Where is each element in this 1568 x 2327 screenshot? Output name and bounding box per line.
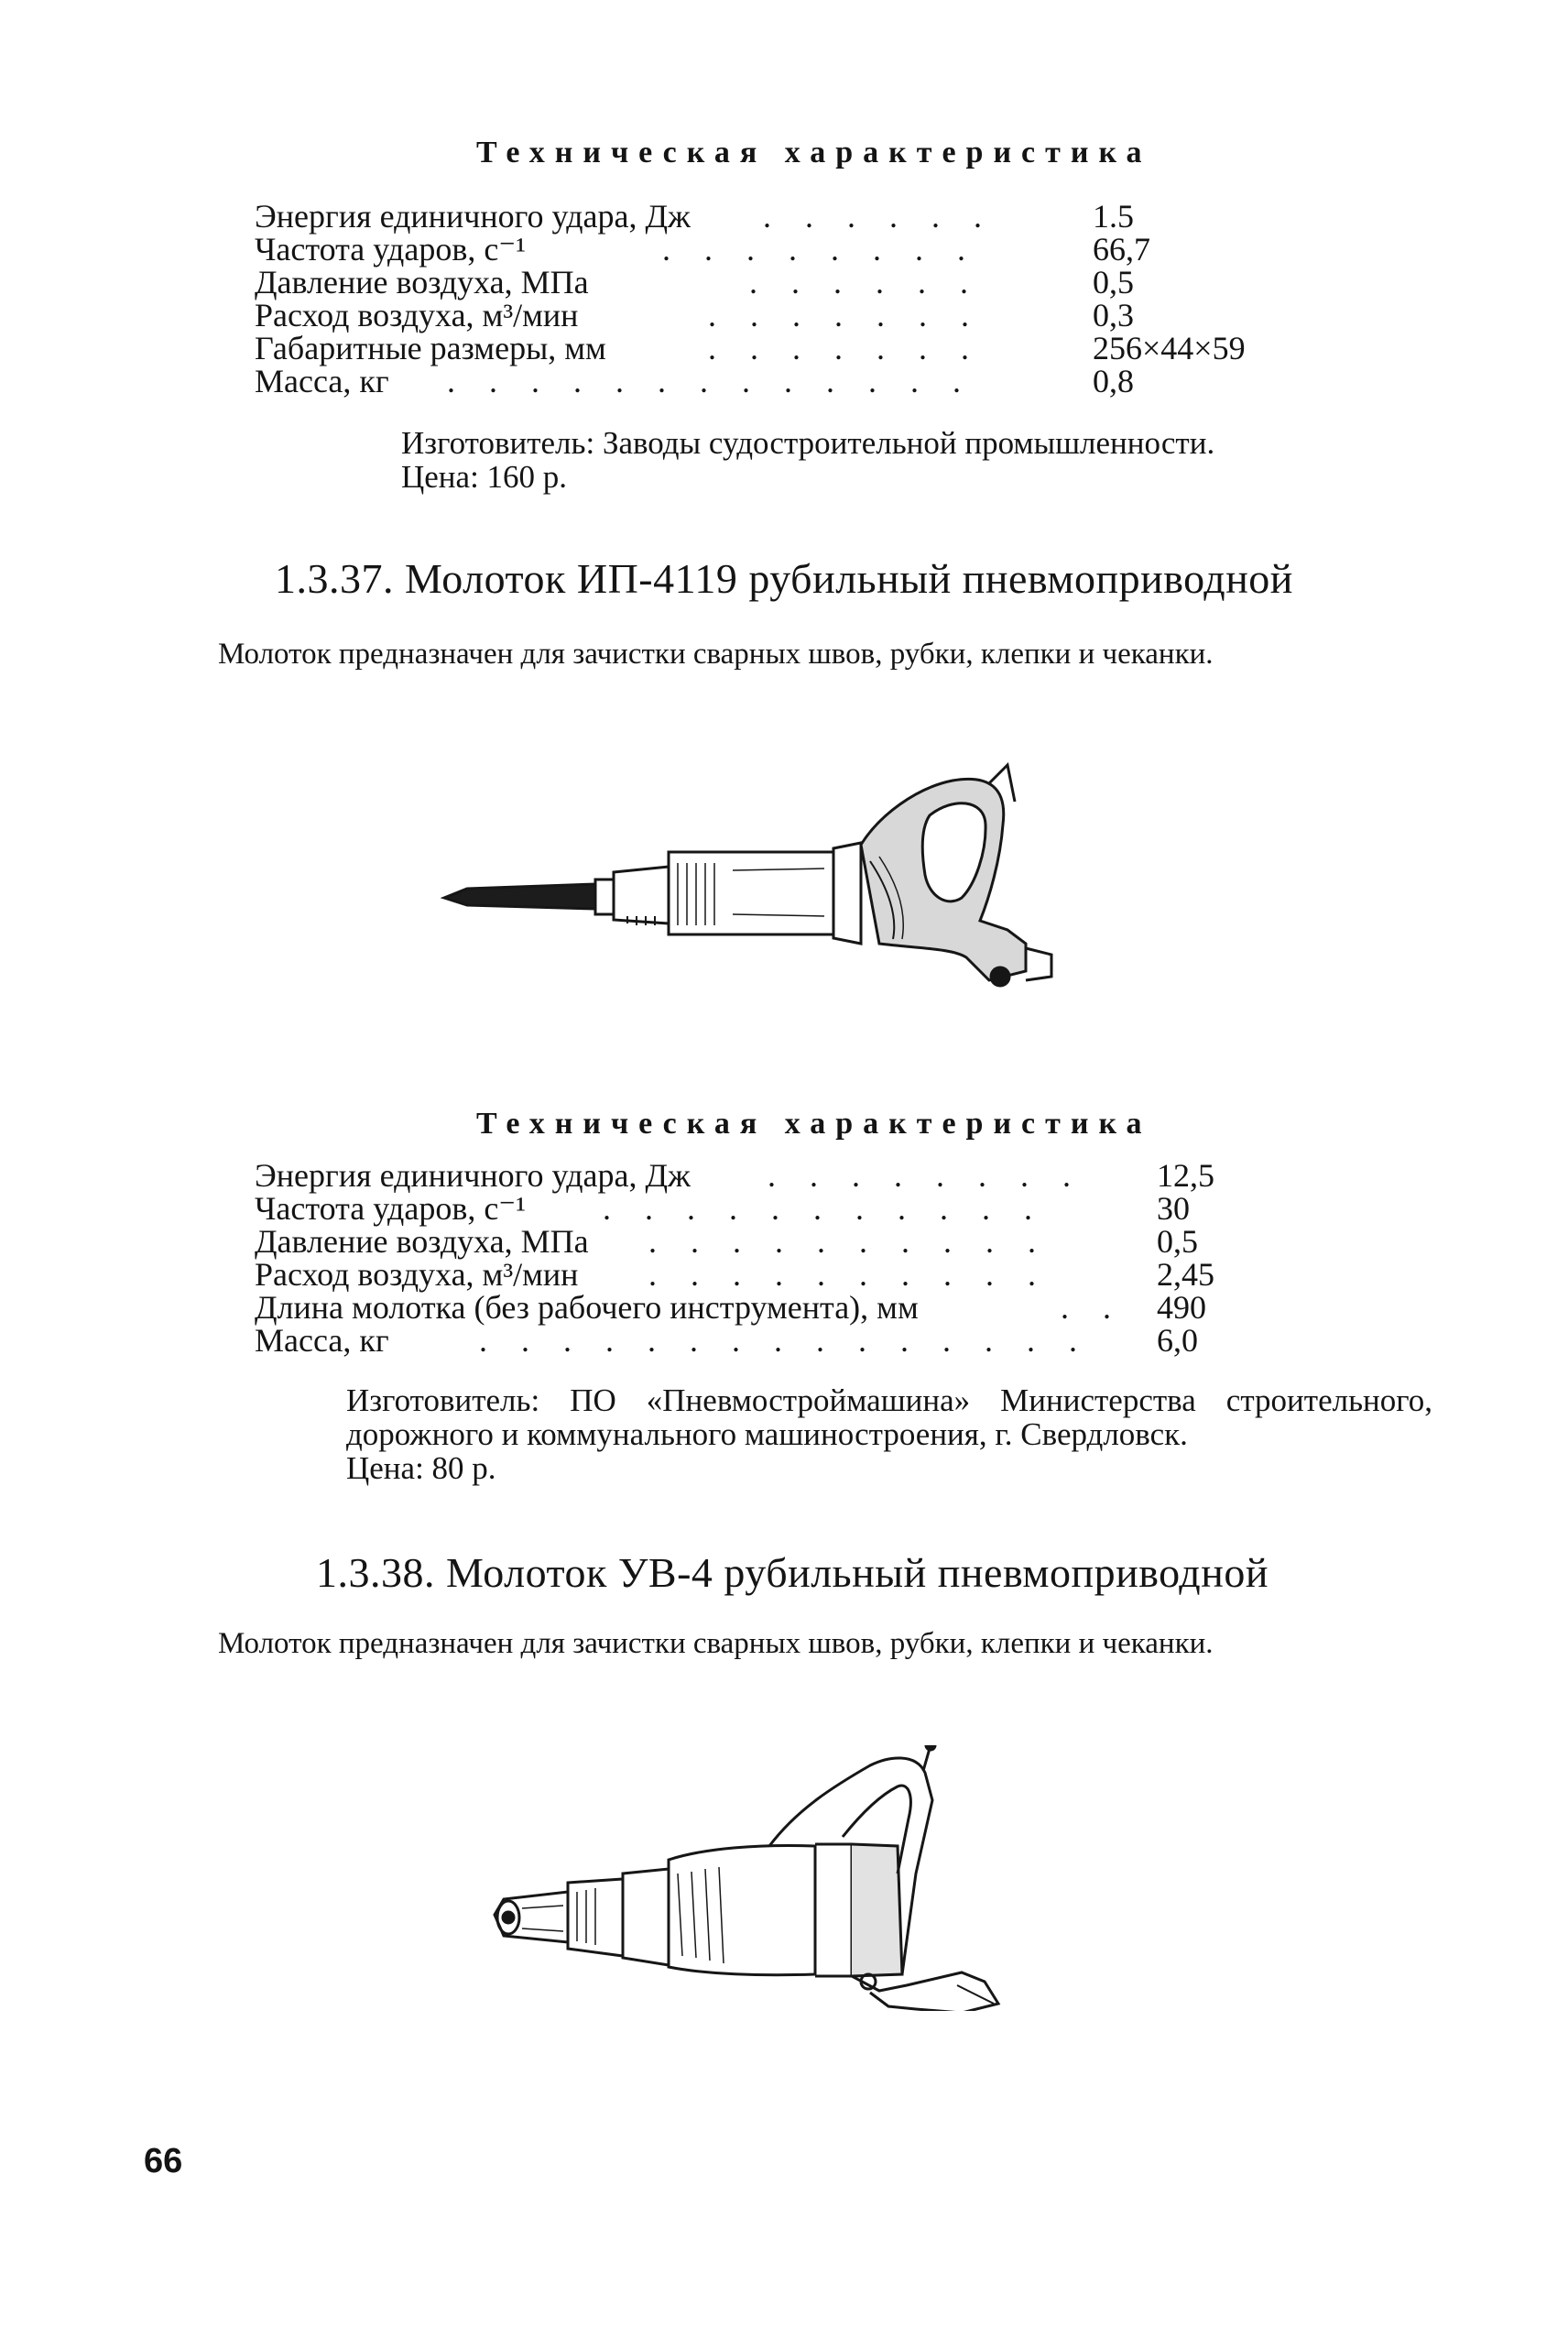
spec-value: 12,5 (1157, 1157, 1214, 1194)
spec-value: 2,45 (1157, 1256, 1214, 1293)
section-title-2: 1.3.38. Молоток УВ-4 рубильный пневмоприводной (316, 1549, 1269, 1596)
spec-label: Расход воздуха, м³/мин (255, 1256, 579, 1293)
leader-dots: . . . . . . . . . . (648, 1225, 1049, 1258)
spec-label: Длина молотка (без рабочего инструмента), мм (255, 1289, 919, 1326)
spec-label: Масса, кг (255, 1322, 389, 1359)
leader-dots: . . . . . . . . (662, 233, 978, 266)
spec-label: Давление воздуха, МПа (255, 264, 589, 300)
section-description-2: Молоток предназначен для зачистки сварных швов, рубки, клепки и чеканки. (218, 1627, 1214, 1660)
spec-value: 30 (1157, 1190, 1190, 1227)
spec-value: 6,0 (1157, 1322, 1198, 1359)
spec-label: Масса, кг (255, 363, 389, 399)
section-description-1: Молоток предназначен для зачистки сварных швов, рубки, клепки и чеканки. (218, 638, 1214, 671)
leader-dots: . . . . . . . (708, 299, 982, 332)
spec-value: 66,7 (1093, 231, 1150, 268)
spec-label: Габаритные размеры, мм (255, 330, 606, 366)
leader-dots: . . . . . . . . (768, 1159, 1083, 1192)
leader-dots: . . . . . . . (708, 332, 982, 365)
leader-dots: . . . . . . . . . . (648, 1258, 1049, 1291)
spec-label: Частота ударов, с⁻¹ (255, 1190, 527, 1227)
manufacturer-note-1: Изготовитель: Заводы судостроительной промышленности. (401, 425, 1215, 461)
leader-dots: . . . . . . . . . . . . . (447, 365, 974, 398)
spec-label: Расход воздуха, м³/мин (255, 297, 579, 333)
spec-value: 256×44×59 (1093, 330, 1246, 366)
spec-label: Частота ударов, с⁻¹ (255, 231, 527, 268)
spec-value: 490 (1157, 1289, 1206, 1326)
spec-value: 1.5 (1093, 198, 1134, 235)
spec-value: 0,3 (1093, 297, 1134, 333)
spec-label: Давление воздуха, МПа (255, 1223, 589, 1260)
price-2: Цена: 80 р. (346, 1450, 496, 1486)
leader-dots: . . . . . . . . . . . (603, 1192, 1045, 1225)
section-title-1: 1.3.37. Молоток ИП-4119 рубильный пневмоприводной (275, 555, 1293, 602)
spec-label: Энергия единичного удара, Дж (255, 1157, 691, 1194)
leader-dots: . . (1061, 1291, 1124, 1324)
page-number: 66 (144, 2142, 183, 2180)
spec-value: 0,8 (1093, 363, 1134, 399)
leader-dots: . . . . . . (749, 266, 981, 299)
spec-heading-2: Техническая характеристика (476, 1107, 1152, 1141)
hammer-ip4119-illustration (440, 760, 1062, 999)
spec-label: Энергия единичного удара, Дж (255, 198, 691, 235)
manufacturer-note-2: Изготовитель: ПО «Пневмостроймашина» Министерства строительного, дорожного и коммунального машиностроения, г. Свердловск. (346, 1382, 1432, 1452)
leader-dots: . . . . . . . . . . . . . . . (479, 1324, 1090, 1357)
spec-value: 0,5 (1093, 264, 1134, 300)
price-1: Цена: 160 р. (401, 459, 568, 495)
spec-heading-1: Техническая характеристика (476, 136, 1152, 169)
spec-value: 0,5 (1157, 1223, 1198, 1260)
hammer-uv4-illustration (485, 1745, 1053, 2011)
leader-dots: . . . . . . (763, 200, 995, 233)
